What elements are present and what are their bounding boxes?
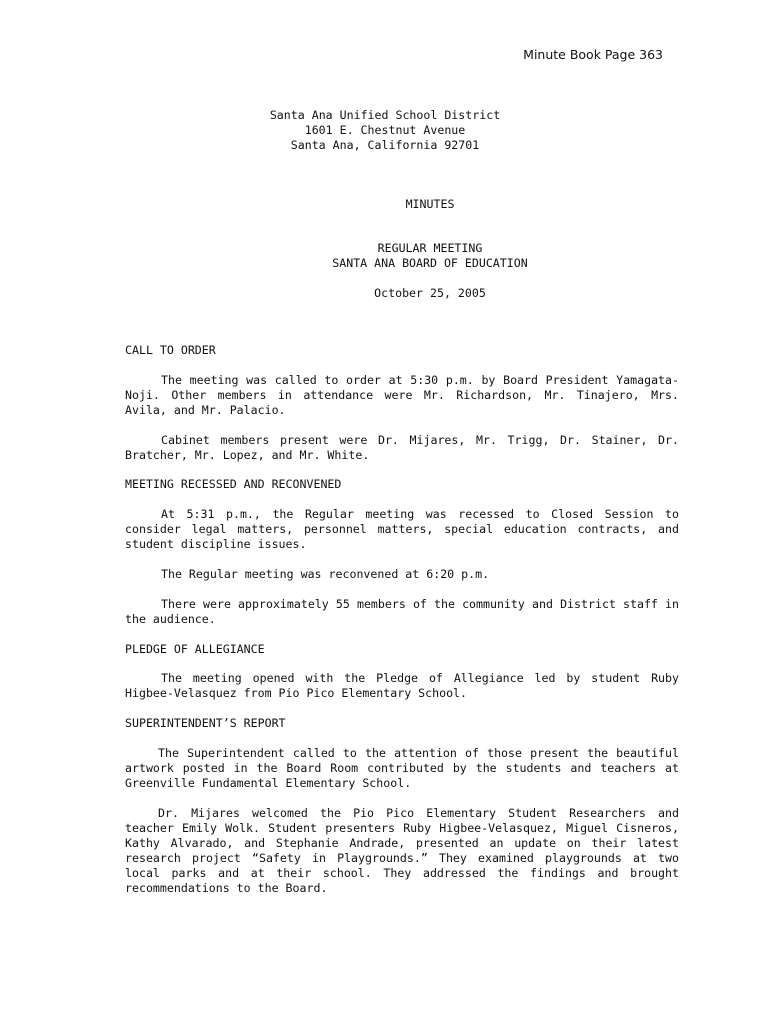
board-name: SANTA ANA BOARD OF EDUCATION: [332, 256, 528, 270]
paragraph: There were approximately 55 members of the community and District staff in the audience.: [125, 596, 679, 626]
page-number: Minute Book Page 363: [523, 47, 663, 62]
section-heading-call-to-order: CALL TO ORDER: [125, 343, 216, 357]
paragraph: The meeting was called to order at 5:30 p.m. by Board President Yamagata-Noji. Other members in attendance were Mr. Richardson, Mr. Tinajero, Mrs. Avila, and Mr. Palacio.: [125, 372, 679, 417]
paragraph: At 5:31 p.m., the Regular meeting was recessed to Closed Session to consider legal matters, personnel matters, special education contracts, and student discipline issues.: [125, 507, 679, 552]
district-address-line2: Santa Ana, California 92701: [290, 138, 480, 152]
paragraph: Dr. Mijares welcomed the Pio Pico Elementary Student Researchers and teacher Emily Wolk. Student presenters Ruby Higbee-Velasquez, Miguel Cisneros, Kathy Alvarado, and Stephanie Andrade, presented an update on their latest research project “Safety in Playgrounds.” They examined playgrounds at two local parks and at their school. They addressed the findings and brought recommendations to the Board.: [125, 805, 679, 895]
meeting-type: REGULAR MEETING: [377, 241, 483, 255]
section-heading-recessed: MEETING RECESSED AND RECONVENED: [125, 477, 342, 492]
section-heading-superintendent: SUPERINTENDENT’S REPORT: [125, 716, 286, 731]
district-header: [0, 108, 770, 153]
paragraph: The Regular meeting was reconvened at 6:20 p.m.: [161, 566, 490, 581]
paragraph: The Superintendent called to the attention of those present the beautiful artwork posted in the Board Room contributed by the students and teachers at Greenville Fundamental Elementary School.: [125, 745, 679, 790]
meeting-heading: [0, 241, 770, 271]
paragraph: The meeting opened with the Pledge of Allegiance led by student Ruby Higbee-Velasquez from Pio Pico Elementary School.: [125, 671, 679, 701]
district-name: Santa Ana Unified School District: [269, 108, 501, 122]
meeting-date: October 25, 2005: [374, 286, 486, 300]
district-address-line1: 1601 E. Chestnut Avenue: [304, 123, 466, 137]
minutes-title: MINUTES: [405, 197, 455, 211]
minutes-body: [125, 343, 679, 911]
section-heading-pledge: PLEDGE OF ALLEGIANCE: [125, 641, 265, 656]
paragraph: Cabinet members present were Dr. Mijares, Mr. Trigg, Dr. Stainer, Dr. Bratcher, Mr. Lopez, and Mr. White.: [125, 432, 679, 462]
